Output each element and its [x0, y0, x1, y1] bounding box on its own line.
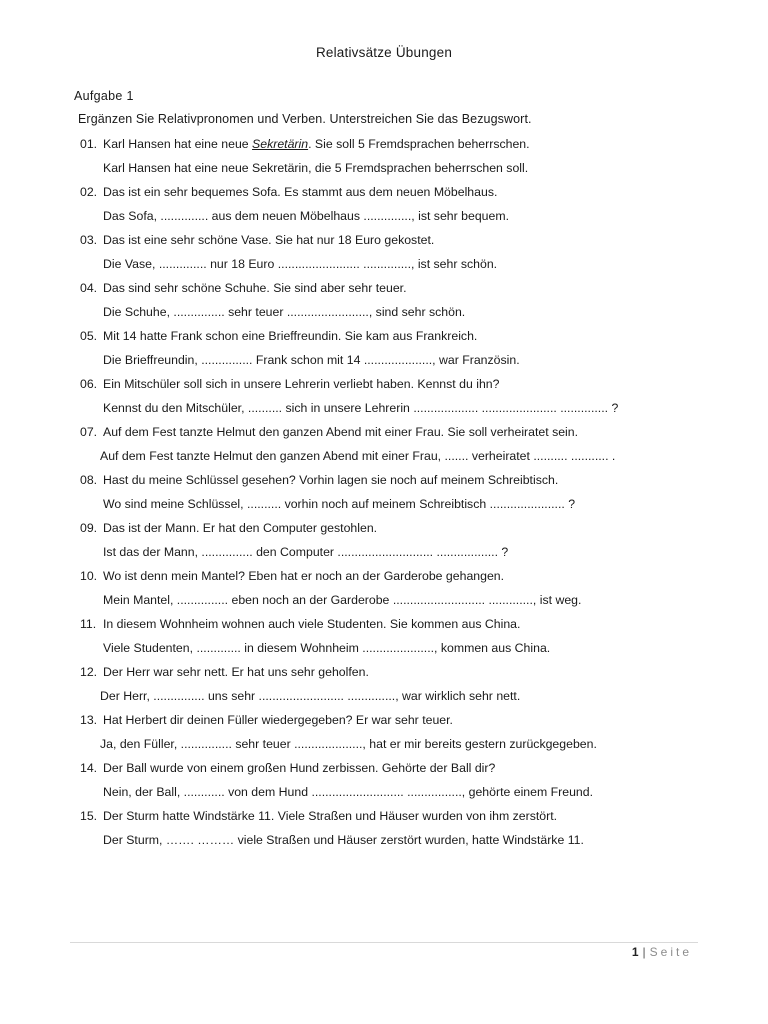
exercise-item — [80, 232, 720, 280]
exercise-item — [80, 328, 720, 376]
exercise-answer — [80, 208, 720, 232]
exercise-question — [80, 712, 720, 736]
exercise-answer — [80, 544, 720, 568]
exercise-question — [80, 760, 720, 784]
exercise-question — [80, 328, 720, 352]
exercise-text: In diesem Wohnheim wohnen auch viele Studenten. Sie kommen aus China. — [103, 617, 521, 631]
underlined-reference-word: Sekretärin — [252, 137, 309, 151]
task-heading: Aufgabe 1 — [74, 89, 134, 103]
exercise-text: Hast du meine Schlüssel gesehen? Vorhin lagen sie noch auf meinem Schreibtisch. — [103, 473, 559, 487]
example-answer: Karl Hansen hat eine neue Sekretärin, die 5 Fremdsprachen beherrschen soll. — [103, 161, 529, 175]
exercise-item — [80, 568, 720, 616]
exercise-answer — [80, 832, 720, 856]
exercise-number: 14. — [80, 761, 98, 775]
exercise-number: 04. — [80, 281, 98, 295]
exercise-item — [80, 184, 720, 232]
answer-gap-text: Wo sind meine Schlüssel, .......... vorhin noch auf meinem Schreibtisch ...................... ? — [103, 497, 576, 511]
exercise-number: 01. — [80, 137, 98, 151]
exercise-question — [80, 280, 720, 304]
exercise-text: Das ist der Mann. Er hat den Computer gestohlen. — [103, 521, 378, 535]
exercise-text: Ein Mitschüler soll sich in unsere Lehrerin verliebt haben. Kennst du ihn? — [103, 377, 500, 391]
answer-gap-text: Die Brieffreundin, ............... Frank schon mit 14 ...................., war Französin. — [103, 353, 520, 367]
exercise-item — [80, 376, 720, 424]
exercise-answer — [80, 640, 720, 664]
exercise-answer — [80, 496, 720, 520]
exercise-item — [80, 664, 720, 712]
exercise-question — [80, 808, 720, 832]
exercise-item — [80, 616, 720, 664]
exercise-number: 12. — [80, 665, 98, 679]
exercise-item — [80, 760, 720, 808]
answer-gap-text: Viele Studenten, ............. in diesem Wohnheim ....................., kommen aus China. — [103, 641, 551, 655]
exercise-text: Auf dem Fest tanzte Helmut den ganzen Abend mit einer Frau. Sie soll verheiratet sein. — [103, 425, 579, 439]
exercise-number: 05. — [80, 329, 98, 343]
exercise-question — [80, 184, 720, 208]
answer-gap-text: Ja, den Füller, ............... sehr teuer ...................., hat er mir bereits gestern zurückgegeben. — [100, 737, 597, 751]
exercise-number: 10. — [80, 569, 98, 583]
exercise-answer — [80, 592, 720, 616]
answer-gap-text: Nein, der Ball, ............ von dem Hund ........................... ................, gehörte einem Freund. — [103, 785, 594, 799]
exercise-answer — [80, 400, 720, 424]
exercise-item — [80, 808, 720, 856]
exercise-answer — [80, 160, 720, 184]
exercise-number: 15. — [80, 809, 98, 823]
exercise-answer — [80, 784, 720, 808]
exercise-question — [80, 376, 720, 400]
exercise-number: 02. — [80, 185, 98, 199]
exercise-item — [80, 424, 720, 472]
answer-gap-text: Die Schuhe, ............... sehr teuer ........................, sind sehr schön. — [103, 305, 466, 319]
footer-separator: | — [642, 945, 646, 959]
example-text-before: Karl Hansen hat eine neue — [103, 137, 253, 151]
answer-gap-text: Mein Mantel, ............... eben noch an der Garderobe ........................... ............., ist weg. — [103, 593, 582, 607]
exercise-question — [80, 568, 720, 592]
exercise-answer — [80, 688, 720, 712]
exercise-text: Mit 14 hatte Frank schon eine Brieffreundin. Sie kam aus Frankreich. — [103, 329, 478, 343]
exercise-answer — [80, 736, 720, 760]
exercise-item — [80, 520, 720, 568]
exercise-question — [80, 472, 720, 496]
answer-gap-text: Der Herr, ............... uns sehr ......................... .............., war wirklich sehr nett. — [100, 689, 521, 703]
task-instruction: Ergänzen Sie Relativpronomen und Verben. Unterstreichen Sie das Bezugswort. — [78, 112, 532, 126]
exercise-number: 13. — [80, 713, 98, 727]
exercise-text: Hat Herbert dir deinen Füller wiedergegeben? Er war sehr teuer. — [103, 713, 453, 727]
example-text-after: . Sie soll 5 Fremdsprachen beherrschen. — [308, 137, 530, 151]
exercise-answer — [80, 304, 720, 328]
answer-gap-text: Kennst du den Mitschüler, .......... sich in unsere Lehrerin ................... ...................... .............. ? — [103, 401, 619, 415]
exercise-text: Wo ist denn mein Mantel? Eben hat er noch an der Garderobe gehangen. — [103, 569, 505, 583]
exercise-answer — [80, 256, 720, 280]
exercise-item — [80, 472, 720, 520]
exercise-text: Der Sturm hatte Windstärke 11. Viele Straßen und Häuser wurden von ihm zerstört. — [103, 809, 558, 823]
exercise-answer — [80, 352, 720, 376]
exercise-number: 07. — [80, 425, 98, 439]
exercise-text: Das ist eine sehr schöne Vase. Sie hat nur 18 Euro gekostet. — [103, 233, 435, 247]
exercise-item — [80, 136, 720, 184]
exercise-question — [80, 520, 720, 544]
exercise-text: Der Herr war sehr nett. Er hat uns sehr geholfen. — [103, 665, 369, 679]
answer-gap-text: Auf dem Fest tanzte Helmut den ganzen Abend mit einer Frau, ....... verheiratet .......... ........... . — [100, 449, 616, 463]
exercise-number: 08. — [80, 473, 98, 487]
exercise-text: Das sind sehr schöne Schuhe. Sie sind aber sehr teuer. — [103, 281, 407, 295]
exercise-item — [80, 712, 720, 760]
exercise-number: 09. — [80, 521, 98, 535]
exercise-question — [80, 424, 720, 448]
page-footer — [632, 945, 692, 959]
exercise-question — [80, 664, 720, 688]
exercise-question — [80, 136, 720, 160]
exercise-item — [80, 280, 720, 328]
answer-gap-text: Ist das der Mann, ............... den Computer ............................ .................. ? — [103, 545, 509, 559]
exercise-number: 03. — [80, 233, 98, 247]
answer-gap-text: Die Vase, .............. nur 18 Euro ........................ .............., ist sehr schön. — [103, 257, 498, 271]
exercise-answer — [80, 448, 720, 472]
exercise-text: Der Ball wurde von einem großen Hund zerbissen. Gehörte der Ball dir? — [103, 761, 496, 775]
document-title: Relativsätze Übungen — [315, 45, 453, 60]
exercise-question — [80, 232, 720, 256]
exercise-number: 06. — [80, 377, 98, 391]
exercise-text: Das ist ein sehr bequemes Sofa. Es stammt aus dem neuen Möbelhaus. — [103, 185, 498, 199]
exercise-number: 11. — [80, 617, 97, 631]
exercise-question — [80, 616, 720, 640]
answer-gap-text: Das Sofa, .............. aus dem neuen Möbelhaus .............., ist sehr bequem. — [103, 209, 509, 223]
answer-gap-text: Der Sturm, ……. ……… viele Straßen und Häuser zerstört wurden, hatte Windstärke 11. — [103, 833, 584, 847]
page-word: Seite — [649, 945, 692, 959]
footer-divider — [70, 942, 698, 943]
page-number: 1 — [631, 945, 639, 959]
